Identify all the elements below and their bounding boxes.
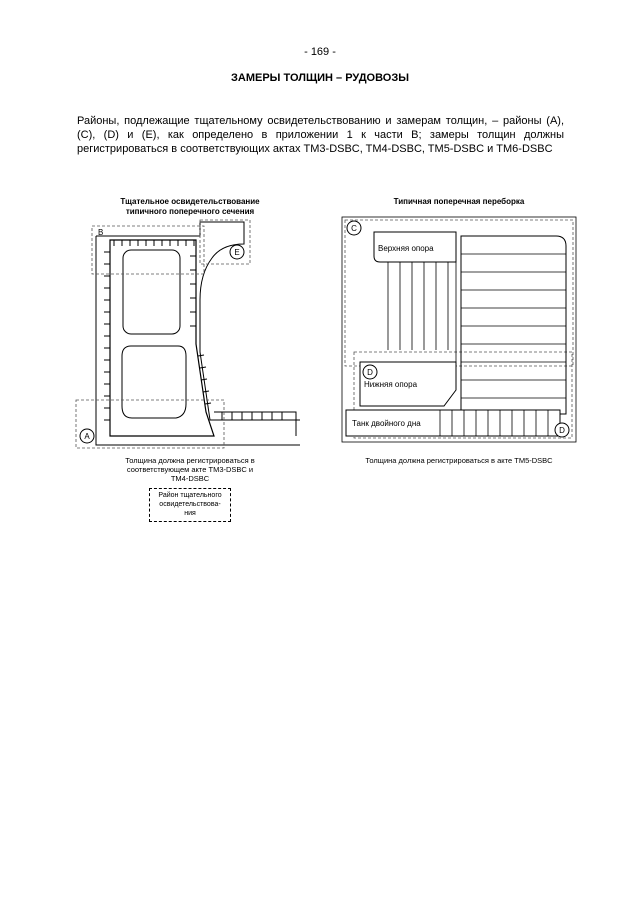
label-d-left: D bbox=[367, 368, 373, 377]
page-number: - 169 - bbox=[304, 46, 336, 58]
label-b: B bbox=[98, 228, 104, 237]
bulkhead-diagram bbox=[342, 217, 576, 442]
label-d-left-marker bbox=[363, 365, 377, 379]
lower-stool-label: Нижняя опора bbox=[364, 380, 418, 389]
legend-box bbox=[149, 488, 231, 522]
right-figure-title: Типичная поперечная переборка bbox=[393, 197, 525, 206]
label-e-marker bbox=[230, 245, 244, 259]
intro-paragraph: Районы, подлежащие тщательному освидетельствованию и замерам толщин, – районы (A), (C), (D) и (E), как определено в приложении 1 к части B; замеры толщин должны регистрироваться в соответствующих актах TM3-DSBC, TM4-DSBC, TM5-DSBC и TM6-DSBC bbox=[77, 115, 564, 155]
legend-line1: Район тщательного bbox=[158, 492, 222, 499]
right-figure-caption: Толщина должна регистрироваться в акте TM5-DSBC bbox=[365, 456, 553, 465]
upper-stool-label: Верхняя опора bbox=[378, 244, 434, 253]
left-caption-line3: TM4-DSBC bbox=[170, 474, 210, 483]
left-caption-line1: Толщина должна регистрироваться в bbox=[125, 456, 255, 465]
label-e: E bbox=[234, 248, 240, 257]
label-a: A bbox=[84, 432, 90, 441]
side-stiffeners bbox=[104, 252, 110, 420]
label-d-right: D bbox=[559, 426, 565, 435]
left-figure-title-line1: Тщательное освидетельствование bbox=[120, 197, 260, 206]
label-c-marker bbox=[347, 221, 361, 235]
label-c: C bbox=[351, 224, 357, 233]
page-title: ЗАМЕРЫ ТОЛЩИН – РУДОВОЗЫ bbox=[231, 72, 409, 84]
label-d-right-marker bbox=[555, 423, 569, 437]
left-figure-title-line2: типичного поперечного сечения bbox=[125, 207, 255, 216]
legend-line2: освидетельствова- bbox=[159, 501, 221, 508]
left-figure-caption bbox=[80, 456, 300, 483]
top-stiffeners bbox=[114, 240, 194, 246]
left-caption-line2: соответствующем акте TM3-DSBC и bbox=[126, 465, 254, 474]
label-a-marker bbox=[80, 429, 94, 443]
double-bottom-tank-label: Танк двойного дна bbox=[352, 419, 421, 428]
legend-line3: ния bbox=[184, 510, 196, 517]
